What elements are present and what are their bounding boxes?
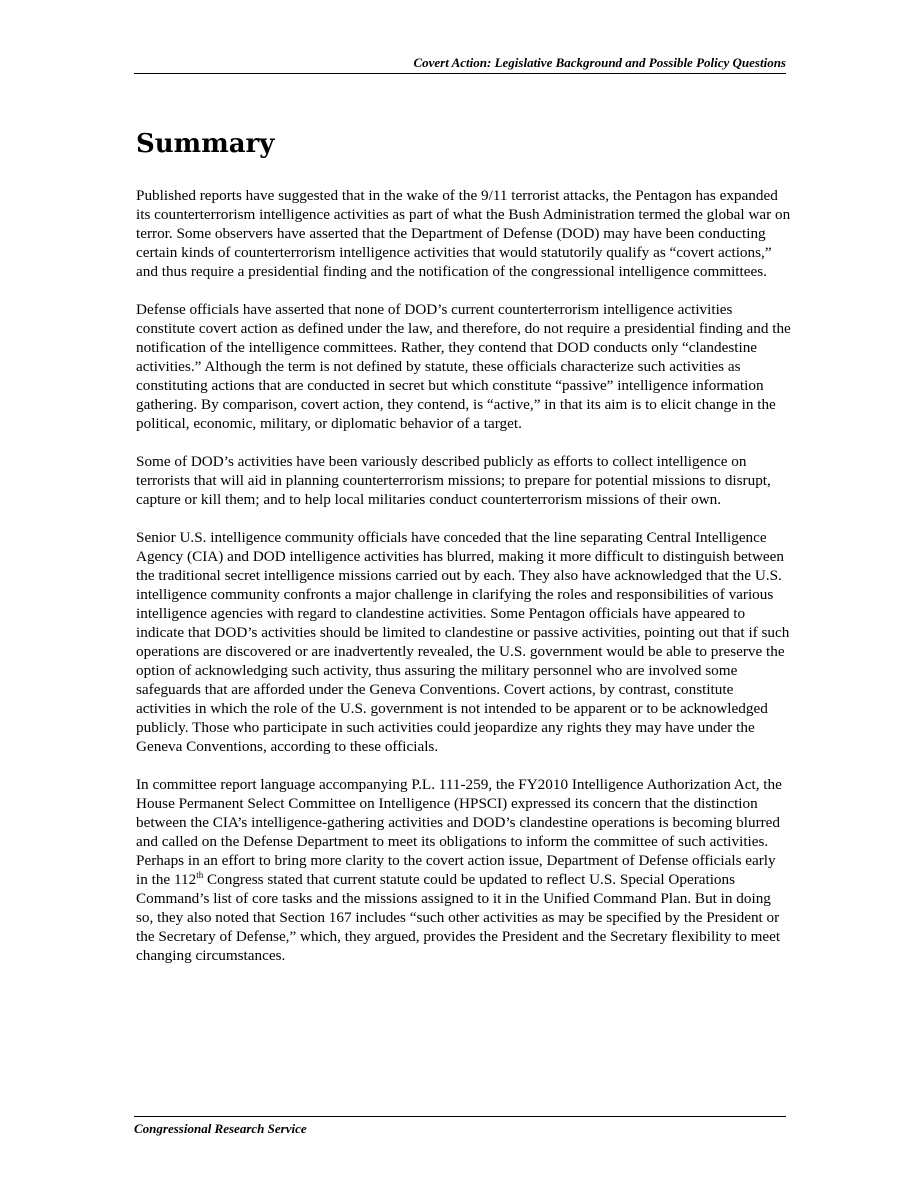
paragraph-2: Defense officials have asserted that none of DOD’s current counterterrorism intelligence activities constitute covert action as defined under the law, and therefore, do not require a presidential finding and the notification of the intelligence committees. Rather, they contend that DOD conducts only “clandestine activities.” Although the term is not defined by statute, these officials characterize such activities as constituting actions that are conducted in secret but which constitute “passive” intelligence information gathering. By comparison, covert action, they contend, is “active,” in that its aim is to elicit change in the political, economic, military, or diplomatic behavior of a target.	[136, 301, 791, 432]
running-header	[134, 55, 786, 74]
paragraph-3: Some of DOD’s activities have been variously described publicly as efforts to collect intelligence on terrorists that will aid in planning counterterrorism missions; to prepare for potential missions to disrupt, capture or kill them; and to help local militaries conduct counterterrorism missions of their own.	[136, 453, 771, 508]
running-header-title: Covert Action: Legislative Background and Possible Policy Questions	[413, 55, 786, 70]
paragraph-5	[136, 775, 791, 965]
page-content	[136, 118, 791, 984]
paragraph-4: Senior U.S. intelligence community officials have conceded that the line separating Central Intelligence Agency (CIA) and DOD intelligence activities has blurred, making it more difficult to distinguish between the traditional secret intelligence missions carried out by each. They also have acknowledged that the U.S. intelligence community confronts a major challenge in clarifying the roles and responsibilities of various intelligence agencies with regard to clandestine activities. Some Pentagon officials have appeared to indicate that DOD’s activities should be limited to clandestine or passive activities, pointing out that if such operations are discovered or are inadvertently revealed, the U.S. government would be able to preserve the option of acknowledging such activity, thus assuring the military personnel who are involved some safeguards that are afforded under the Geneva Conventions. Covert actions, by contrast, constitute activities in which the role of the U.S. government is not intended to be apparent or to be acknowledged publicly. Those who participate in such activities could jeopardize any rights they may have under the Geneva Conventions, according to these officials.	[136, 529, 790, 755]
ordinal-superscript: th	[196, 869, 204, 880]
paragraph-5-text-a: In committee report language accompanying P.L. 111-259, the FY2010 Intelligence Authorization Act, the House Permanent Select Committee on Intelligence (HPSCI) expressed its concern that the distinction between the CIA’s intelligence-gathering activities and DOD’s clandestine operations is becoming blurred and called on the Defense Department to meet its obligations to inform the committee of such activities. Perhaps in an effort to bring more clarity to the covert action issue, Department of Defense officials early in the 112	[136, 776, 782, 888]
running-footer	[134, 1116, 786, 1137]
paragraph-1: Published reports have suggested that in the wake of the 9/11 terrorist attacks, the Pentagon has expanded its counterterrorism intelligence activities as part of what the Bush Administration termed the global war on terror. Some observers have asserted that the Department of Defense (DOD) may have been conducting certain kinds of counterterrorism intelligence activities that would statutorily qualify as “covert actions,” and thus require a presidential finding and the notification of the congressional intelligence committees.	[136, 187, 791, 280]
footer-source: Congressional Research Service	[134, 1121, 307, 1136]
paragraph-5-text-b: Congress stated that current statute could be updated to reflect U.S. Special Operations Command’s list of core tasks and the missions assigned to it in the Unified Command Plan. But in doing so, they also noted that Section 167 includes “such other activities as may be specified by the President or the Secretary of Defense,” which, they argued, provides the President and the Secretary flexibility to meet changing circumstances.	[136, 871, 781, 964]
section-title: Summary	[136, 129, 275, 159]
